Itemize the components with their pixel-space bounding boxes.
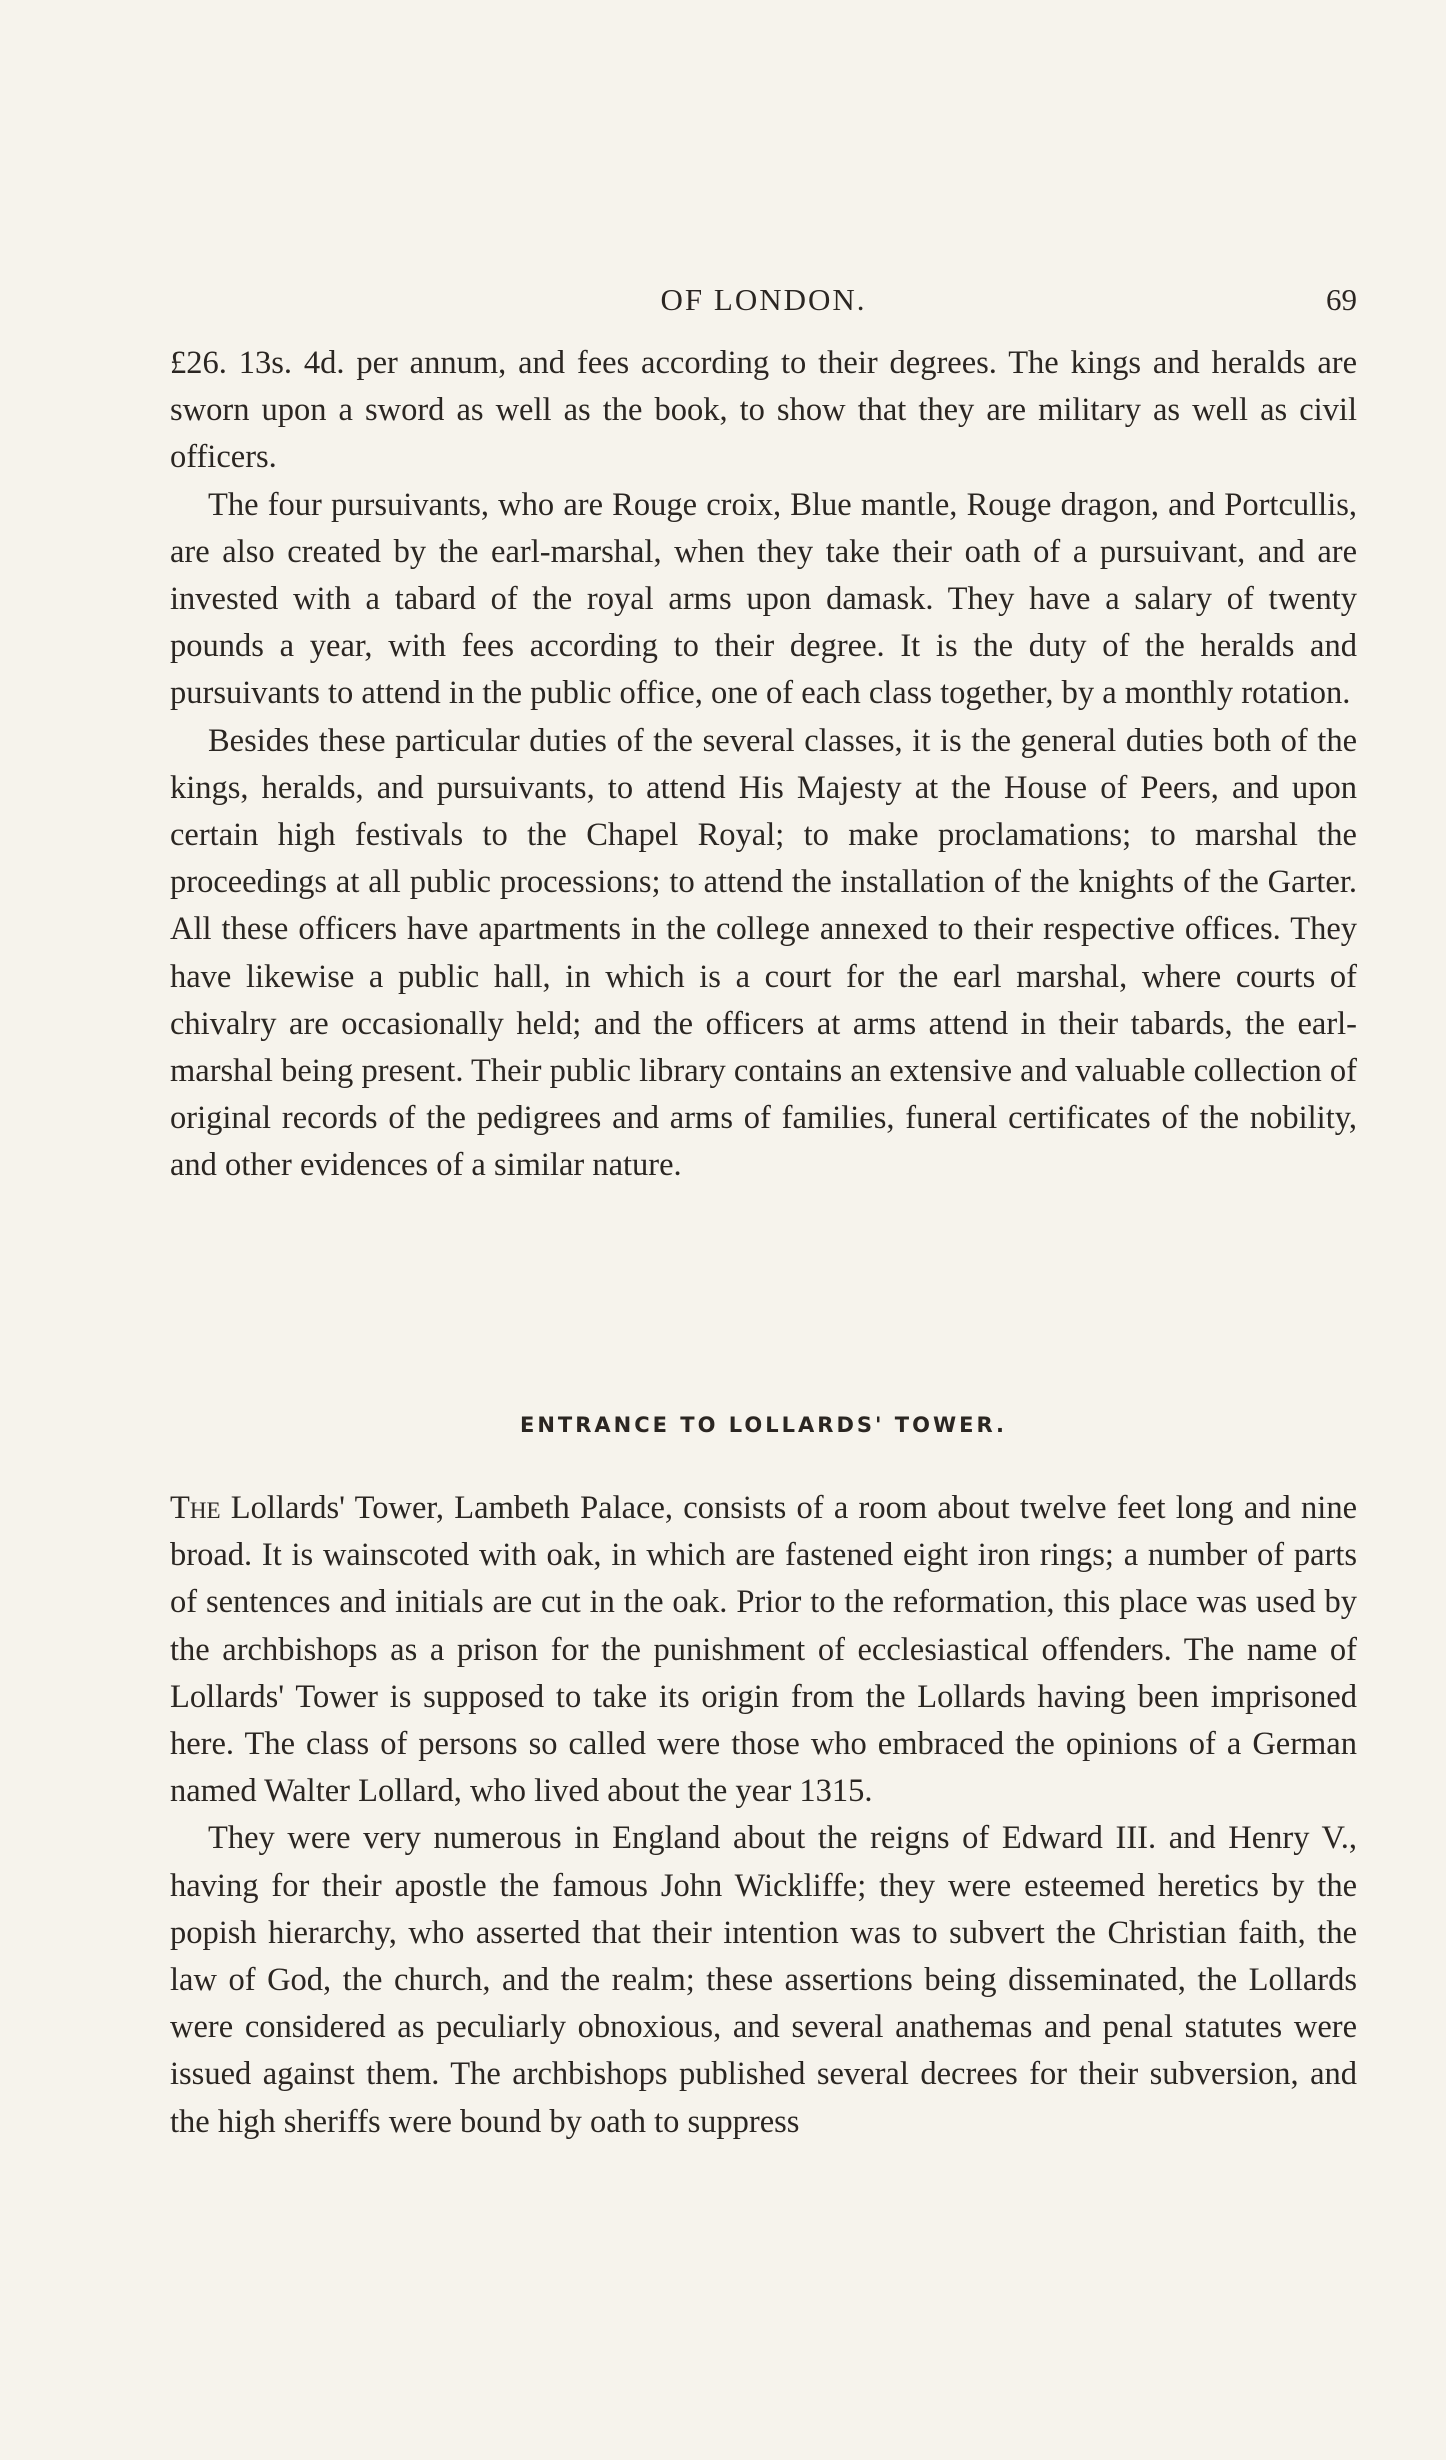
page-number: 69 — [1326, 282, 1357, 317]
paragraph-lollards-tower-text: Lollards' Tower, Lambeth Palace, consists of a room about twelve feet long and nine broad. It is wainscoted with oak, in which are fastened eight iron rings; a number of parts of sentences and initials are cut in the oak. Prior to the reformation, this place was used by the archbishops as a prison for the punishment of ecclesiastical offenders. The name of Lollards' Tower is supposed to take its origin from the Lollards having been imprisoned here. The class of persons so called were those who embraced the opinions of a German named Walter Lollard, who lived about the year 1315. — [170, 1490, 1357, 1810]
paragraph-lollards-tower — [170, 1485, 1357, 1815]
body-text-section — [170, 1485, 1357, 2146]
body-text-top — [170, 340, 1357, 1190]
page-header — [170, 275, 1357, 325]
paragraph-general-duties: Besides these particular duties of the several classes, it is the general duties both of the kings, heralds, and pursuivants, to attend His Majesty at the House of Peers, and upon certain high festivals to the Chapel Royal; to make proclamations; to marshal the proceedings at all public processions; to attend the installation of the knights of the Garter. All these officers have apartments in the college annexed to their respective offices. They have likewise a public hall, in which is a court for the earl marshal, where courts of chivalry are occasionally held; and the officers at arms attend in their tabards, the earl-marshal being present. Their public library contains an extensive and valuable collection of original records of the pedigrees and arms of families, funeral certificates of the nobility, and other evidences of a similar nature. — [170, 722, 1357, 1184]
paragraph-continuation: £26. 13s. 4d. per annum, and fees according to their degrees. The kings and heralds are sworn upon a sword as well as the book, to show that they are military as well as civil officers. — [170, 345, 1357, 476]
lead-word: The — [170, 1490, 221, 1526]
section-heading: ENTRANCE TO LOLLARDS' TOWER. — [520, 1413, 1007, 1437]
running-title: OF LONDON. — [660, 282, 867, 317]
paragraph-lollards-history: They were very numerous in England about the reigns of Edward III. and Henry V., having for their apostle the famous John Wickliffe; they were esteemed heretics by the popish hierarchy, who asserted that their intention was to subvert the Christian faith, the law of God, the church, and the realm; these assertions being disseminated, the Lollards were considered as peculiarly obnoxious, and several anathemas and penal statutes were issued against them. The archbishops published several decrees for their subversion, and the high sheriffs were bound by oath to suppress — [170, 1820, 1357, 2140]
paragraph-pursuivants: The four pursuivants, who are Rouge croix, Blue mantle, Rouge dragon, and Portcullis, are also created by the earl-marshal, when they take their oath of a pursuivant, and are invested with a tabard of the royal arms upon damask. They have a salary of twenty pounds a year, with fees according to their degree. It is the duty of the heralds and pursuivants to attend in the public office, one of each class together, by a monthly rotation. — [170, 486, 1357, 712]
